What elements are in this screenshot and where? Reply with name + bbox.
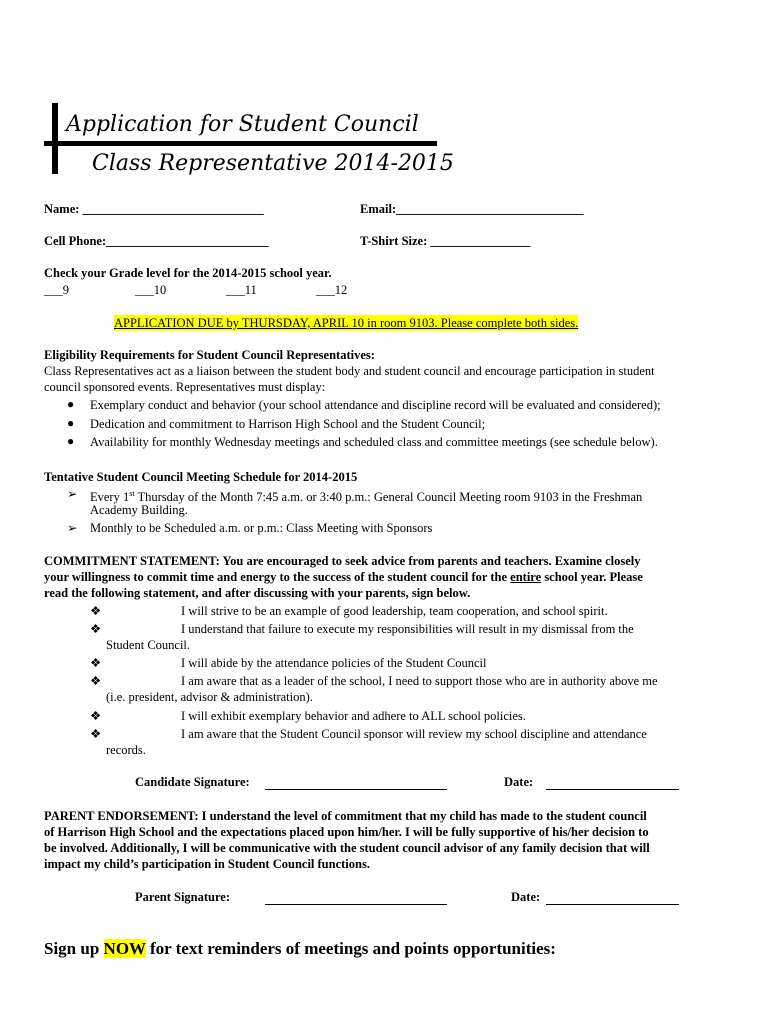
email-field[interactable]: Email:______________________________ xyxy=(360,202,584,216)
commitment-item: I will exhibit exemplary behavior and adhere to ALL school policies. xyxy=(181,709,526,723)
candidate-signature-label: Candidate Signature: xyxy=(135,775,250,789)
commitment-item: I understand that failure to execute my responsibilities will result in my dismissal from the xyxy=(181,622,634,636)
tshirt-size-field[interactable]: T-Shirt Size: ________________ xyxy=(360,234,531,248)
ordinal-suffix: st xyxy=(129,489,135,498)
form-title-line2: Class Representative 2014-2015 xyxy=(92,151,454,176)
diamond-icon: ❖ xyxy=(90,674,102,688)
commitment-text: school year. Please xyxy=(541,570,643,584)
signup-text: Sign up xyxy=(44,939,104,958)
schedule-item-text: Thursday of the Month 7:45 a.m. or 3:40 p.m.: General Council Meeting room 9103 in the Freshman xyxy=(134,490,643,505)
parent-endorsement-line2: of Harrison High School and the expectations placed upon him/her. I will be fully supportive of his/her decision to xyxy=(44,825,649,839)
parent-date-label: Date: xyxy=(511,890,541,904)
grade-option-10[interactable]: ___10 xyxy=(135,283,167,297)
grade-option-11[interactable]: ___11 xyxy=(226,283,257,297)
commitment-text: your willingness to commit time and energy to the success of the student council for the xyxy=(44,570,511,584)
parent-endorsement-line1: PARENT ENDORSEMENT: I understand the level of commitment that my child has made to the student council xyxy=(44,809,647,823)
grade-option-12[interactable]: ___12 xyxy=(316,283,348,297)
signup-now-highlight: NOW xyxy=(103,939,146,958)
arrow-icon: ➢ xyxy=(67,487,78,501)
due-notice: APPLICATION DUE by THURSDAY, APRIL 10 in room 9103. Please complete both sides. xyxy=(114,316,579,330)
bullet-icon: ● xyxy=(67,416,75,430)
bullet-icon: ● xyxy=(67,434,75,448)
parent-signature-line[interactable] xyxy=(265,904,447,905)
grade-option-9[interactable]: ___9 xyxy=(44,283,69,297)
candidate-date-label: Date: xyxy=(504,775,534,789)
form-title-line1: Application for Student Council xyxy=(66,112,419,137)
eligibility-item: Availability for monthly Wednesday meetings and scheduled class and committee meetings (see schedule below). xyxy=(90,435,658,449)
commitment-line2 xyxy=(44,569,643,585)
signup-callout xyxy=(44,939,556,959)
signup-text: for text reminders of meetings and points opportunities: xyxy=(145,939,556,958)
commitment-item: I will abide by the attendance policies of the Student Council xyxy=(181,656,487,670)
schedule-item-general-line2: Academy Building. xyxy=(90,503,188,517)
commitment-line1: COMMITMENT STATEMENT: You are encouraged to seek advice from parents and teachers. Examine closely xyxy=(44,554,641,568)
commitment-line3: read the following statement, and after discussing with your parents, sign below. xyxy=(44,586,471,600)
diamond-icon: ❖ xyxy=(90,604,102,618)
commitment-item-cont: (i.e. president, advisor & administration). xyxy=(106,690,313,704)
parent-endorsement-line4: impact my child’s participation in Student Council functions. xyxy=(44,857,370,871)
schedule-item-class: Monthly to be Scheduled a.m. or p.m.: Class Meeting with Sponsors xyxy=(90,521,433,535)
candidate-signature-line[interactable] xyxy=(265,789,447,790)
bullet-icon: ● xyxy=(67,397,75,411)
commitment-item: I am aware that the Student Council sponsor will review my school discipline and attendance xyxy=(181,727,647,741)
candidate-date-line[interactable] xyxy=(546,789,679,790)
title-horizontal-rule xyxy=(44,141,437,146)
commitment-item: I will strive to be an example of good leadership, team cooperation, and school spirit. xyxy=(181,604,608,618)
schedule-heading: Tentative Student Council Meeting Schedule for 2014-2015 xyxy=(44,470,358,484)
eligibility-item: Dedication and commitment to Harrison High School and the Student Council; xyxy=(90,417,486,431)
diamond-icon: ❖ xyxy=(90,656,102,670)
diamond-icon: ❖ xyxy=(90,727,102,741)
title-vertical-rule xyxy=(52,103,58,174)
eligibility-intro-line1: Class Representatives act as a liaison between the student body and student council and encourage participation in student xyxy=(44,364,655,378)
grade-prompt: Check your Grade level for the 2014-2015 school year. xyxy=(44,266,332,280)
parent-endorsement-line3: be involved. Additionally, I will be communicative with the student council advisor of any family decision that will xyxy=(44,841,650,855)
eligibility-intro-line2: council sponsored events. Representatives must display: xyxy=(44,380,326,394)
eligibility-heading: Eligibility Requirements for Student Council Representatives: xyxy=(44,348,375,362)
commitment-underlined: entire xyxy=(510,570,542,584)
name-field[interactable]: Name: _____________________________ xyxy=(44,202,264,216)
commitment-item-cont: records. xyxy=(106,743,146,757)
eligibility-item: Exemplary conduct and behavior (your school attendance and discipline record will be evaluated and considered); xyxy=(90,398,661,412)
arrow-icon: ➢ xyxy=(67,521,78,535)
parent-signature-label: Parent Signature: xyxy=(135,890,231,904)
diamond-icon: ❖ xyxy=(90,709,102,723)
parent-date-line[interactable] xyxy=(546,904,679,905)
diamond-icon: ❖ xyxy=(90,622,102,636)
schedule-item-text: Every 1 xyxy=(90,490,130,505)
commitment-item-cont: Student Council. xyxy=(106,638,191,652)
commitment-item: I am aware that as a leader of the school, I need to support those who are in authority above me xyxy=(181,674,658,688)
cell-phone-field[interactable]: Cell Phone:__________________________ xyxy=(44,234,269,248)
